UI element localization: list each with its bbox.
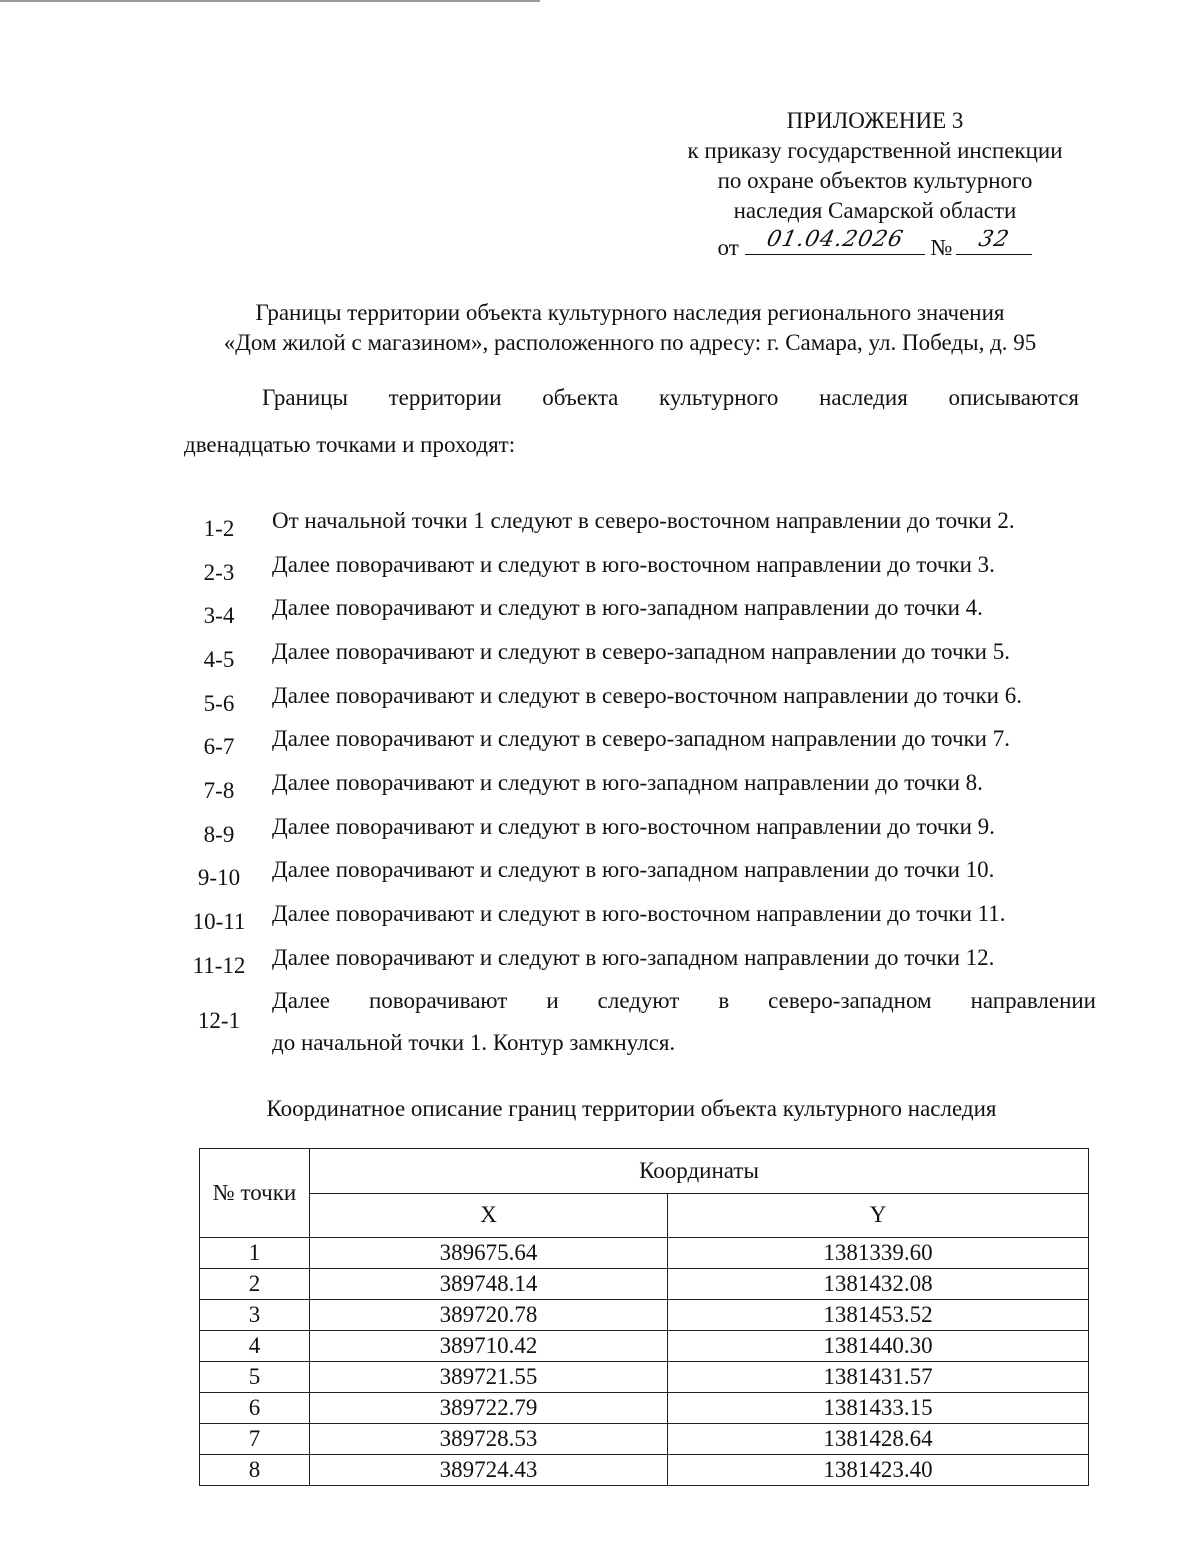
cell-y: 1381428.64 xyxy=(668,1424,1089,1455)
segment-row xyxy=(188,892,1100,936)
segment-number: 3-4 xyxy=(203,603,235,629)
segment-number: 8-9 xyxy=(203,821,235,847)
cell-point: 1 xyxy=(200,1238,310,1269)
appendix-line-1: к приказу государственной инспекции xyxy=(687,138,1063,163)
scan-edge-line xyxy=(0,0,540,2)
segment-row xyxy=(188,849,1100,893)
cell-x: 389675.64 xyxy=(310,1238,668,1269)
heading-line-2: «Дом жилой с магазином», расположенного по адресу: г. Самара, ул. Победы, д. 95 xyxy=(223,330,1037,355)
appendix-title: ПРИЛОЖЕНИЕ 3 xyxy=(786,108,964,133)
column-header-x: X xyxy=(310,1193,668,1238)
order-date-line xyxy=(640,228,1110,263)
cell-y: 1381453.52 xyxy=(668,1300,1089,1331)
heading-line-1: Границы территории объекта культурного наследия регионального значения xyxy=(255,300,1005,325)
cell-x: 389724.43 xyxy=(310,1455,668,1486)
segment-text: От начальной точки 1 следуют в северо-восточном направлении до точки 2. xyxy=(272,507,1015,533)
segment-number: 5-6 xyxy=(203,690,235,716)
segment-text: Далее поворачивают и следуют в юго-восточном направлении до точки 11. xyxy=(272,901,1006,927)
table-row xyxy=(200,1455,1089,1486)
cell-x: 389720.78 xyxy=(310,1300,668,1331)
table-row xyxy=(200,1393,1089,1424)
table-row xyxy=(200,1362,1089,1393)
cell-y: 1381339.60 xyxy=(668,1238,1089,1269)
column-header-y: Y xyxy=(668,1193,1089,1238)
segment-number: 11-12 xyxy=(192,952,246,978)
table-row xyxy=(200,1300,1089,1331)
segment-text: Далее поворачивают и следуют в северо-западном направлении до точки 5. xyxy=(272,638,1010,664)
cell-point: 2 xyxy=(200,1269,310,1300)
segment-text: Далее поворачивают и следуют в юго-восточном направлении до точки 9. xyxy=(272,813,995,839)
document-heading xyxy=(120,298,1140,358)
intro-paragraph xyxy=(184,383,1079,460)
cell-x: 389748.14 xyxy=(310,1269,668,1300)
intro-line-1: Границы территории объекта культурного наследия описываются xyxy=(262,385,1079,410)
appendix-line-3: наследия Самарской области xyxy=(733,198,1017,223)
segment-number: 4-5 xyxy=(203,646,235,672)
order-number-field xyxy=(956,228,1032,255)
order-date-handwritten: 01.04.2026 xyxy=(764,227,906,252)
cell-x: 389721.55 xyxy=(310,1362,668,1393)
segment-number: 6-7 xyxy=(203,734,235,760)
cell-point: 6 xyxy=(200,1393,310,1424)
intro-line-2: двенадцатью точками и проходят: xyxy=(184,432,516,457)
order-number-handwritten: 32 xyxy=(976,227,1013,252)
column-header-coordinates: Координаты xyxy=(310,1149,1089,1194)
segment-text: Далее поворачивают и следуют в юго-западном направлении до точки 10. xyxy=(272,857,995,883)
segment-text xyxy=(272,980,1096,1064)
cell-x: 389728.53 xyxy=(310,1424,668,1455)
segment-number: 9-10 xyxy=(197,865,241,891)
table-row xyxy=(200,1424,1089,1455)
cell-point: 8 xyxy=(200,1455,310,1486)
cell-y: 1381432.08 xyxy=(668,1269,1089,1300)
segment-row xyxy=(188,674,1100,718)
appendix-block xyxy=(640,106,1110,263)
cell-y: 1381440.30 xyxy=(668,1331,1089,1362)
table-row xyxy=(200,1238,1089,1269)
segment-row xyxy=(188,543,1100,587)
segment-row xyxy=(188,936,1100,980)
segment-row xyxy=(188,499,1100,543)
table-row xyxy=(200,1269,1089,1300)
segment-text: Далее поворачивают и следуют в юго-западном направлении до точки 4. xyxy=(272,595,983,621)
column-header-point: № точки xyxy=(200,1149,310,1238)
cell-point: 5 xyxy=(200,1362,310,1393)
cell-y: 1381433.15 xyxy=(668,1393,1089,1424)
table-row xyxy=(200,1331,1089,1362)
appendix-line-2: по охране объектов культурного xyxy=(717,168,1033,193)
segment-row xyxy=(188,761,1100,805)
segment-text-line-2: до начальной точки 1. Контур замкнулся. xyxy=(272,1029,676,1055)
segment-text: Далее поворачивают и следуют в северо-западном направлении до точки 7. xyxy=(272,726,1010,752)
segment-row xyxy=(188,805,1100,849)
cell-point: 7 xyxy=(200,1424,310,1455)
cell-x: 389710.42 xyxy=(310,1331,668,1362)
segment-text: Далее поворачивают и следуют в юго-западном направлении до точки 12. xyxy=(272,944,995,970)
coordinates-table xyxy=(199,1148,1089,1486)
cell-y: 1381431.57 xyxy=(668,1362,1089,1393)
cell-point: 3 xyxy=(200,1300,310,1331)
segment-text: Далее поворачивают и следуют в юго-западном направлении до точки 8. xyxy=(272,769,983,795)
cell-y: 1381423.40 xyxy=(668,1455,1089,1486)
segment-row-final xyxy=(188,980,1100,1064)
segment-row xyxy=(188,586,1100,630)
segment-number: 7-8 xyxy=(203,777,235,803)
number-prefix: № xyxy=(930,235,953,260)
segment-number: 12-1 xyxy=(197,1007,241,1033)
segment-number: 10-11 xyxy=(192,909,246,935)
segment-row xyxy=(188,717,1100,761)
segment-number: 1-2 xyxy=(203,515,235,541)
coordinates-title: Координатное описание границ территории объекта культурного наследия xyxy=(266,1096,997,1121)
cell-point: 4 xyxy=(200,1331,310,1362)
date-prefix: от xyxy=(717,235,739,260)
segment-text: Далее поворачивают и следуют в северо-восточном направлении до точки 6. xyxy=(272,682,1022,708)
segment-text: Далее поворачивают и следуют в юго-восточном направлении до точки 3. xyxy=(272,551,995,577)
order-date-field xyxy=(745,228,925,255)
segment-text-line-1: Далее поворачивают и следуют в северо-западном направлении xyxy=(272,987,1096,1013)
cell-x: 389722.79 xyxy=(310,1393,668,1424)
boundary-segments-list xyxy=(188,499,1100,1064)
segment-number: 2-3 xyxy=(203,559,235,585)
segment-row xyxy=(188,630,1100,674)
